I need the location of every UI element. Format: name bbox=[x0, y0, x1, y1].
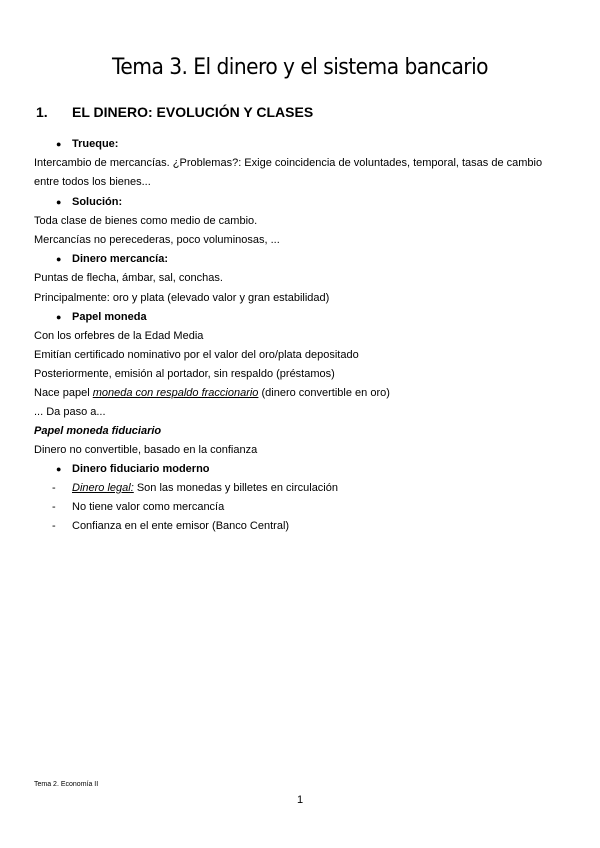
dash-item bbox=[52, 520, 289, 532]
dash-marker: - bbox=[52, 520, 56, 532]
text-line: entre todos los bienes... bbox=[34, 176, 151, 188]
section-number: 1. bbox=[36, 104, 48, 120]
bullet-icon: ● bbox=[56, 254, 62, 264]
text-segment: Confianza en el ente emisor (Banco Central) bbox=[72, 520, 290, 532]
text-line bbox=[34, 387, 390, 399]
bullet-label: Solución: bbox=[72, 196, 123, 208]
emphasized-term: moneda con respaldo fraccionario bbox=[92, 387, 259, 399]
page-number: 1 bbox=[296, 794, 304, 806]
text-segment: No tiene valor como mercancía bbox=[72, 501, 225, 513]
emphasized-term: Dinero legal: bbox=[72, 482, 134, 494]
dash-item bbox=[52, 501, 224, 513]
bullet-dinero-fiduciario-moderno bbox=[56, 463, 210, 475]
bullet-icon: ● bbox=[56, 139, 62, 149]
text-segment: Nace papel bbox=[34, 387, 93, 399]
bullet-dinero-mercancia bbox=[56, 253, 168, 265]
subheading-fiduciario: Papel moneda fiduciario bbox=[34, 425, 162, 437]
bullet-label: Trueque: bbox=[72, 138, 119, 150]
section-heading bbox=[36, 104, 313, 120]
text-line: Dinero no convertible, basado en la confianza bbox=[34, 444, 258, 456]
bullet-solucion bbox=[56, 196, 122, 208]
section-title: EL DINERO: EVOLUCIÓN Y CLASES bbox=[72, 104, 314, 120]
text-line: Con los orfebres de la Edad Media bbox=[34, 330, 204, 342]
text-line: Toda clase de bienes como medio de cambio. bbox=[34, 215, 258, 227]
bullet-icon: ● bbox=[56, 464, 62, 474]
dash-item bbox=[52, 482, 338, 494]
text-segment: Son las monedas y billetes en circulación bbox=[133, 482, 338, 494]
text-line: Mercancías no perecederas, poco voluminosas, ... bbox=[34, 234, 280, 246]
bullet-icon: ● bbox=[56, 197, 62, 207]
bullet-trueque bbox=[56, 138, 118, 150]
dash-marker: - bbox=[52, 482, 56, 494]
text-line: Posteriormente, emisión al portador, sin respaldo (préstamos) bbox=[34, 368, 335, 380]
bullet-label: Papel moneda bbox=[72, 311, 147, 323]
dash-marker: - bbox=[52, 501, 56, 513]
page-footer: Tema 2. Economía II bbox=[34, 781, 99, 788]
text-line: Intercambio de mercancías. ¿Problemas?: Exige coincidencia de voluntades, temporal, tasas de cambio bbox=[34, 157, 543, 169]
bullet-papel-moneda bbox=[56, 311, 147, 323]
text-line: Emitían certificado nominativo por el valor del oro/plata depositado bbox=[34, 349, 359, 361]
bullet-label: Dinero mercancía: bbox=[72, 253, 168, 265]
text-segment: (dinero convertible en oro) bbox=[258, 387, 390, 399]
text-line: ... Da paso a... bbox=[34, 406, 106, 418]
bullet-label: Dinero fiduciario moderno bbox=[72, 463, 210, 475]
text-line: Principalmente: oro y plata (elevado valor y gran estabilidad) bbox=[34, 292, 330, 304]
page-title: Tema 3. El dinero y el sistema bancario bbox=[112, 55, 488, 80]
text-line: Puntas de flecha, ámbar, sal, conchas. bbox=[34, 272, 223, 284]
bullet-icon: ● bbox=[56, 312, 62, 322]
